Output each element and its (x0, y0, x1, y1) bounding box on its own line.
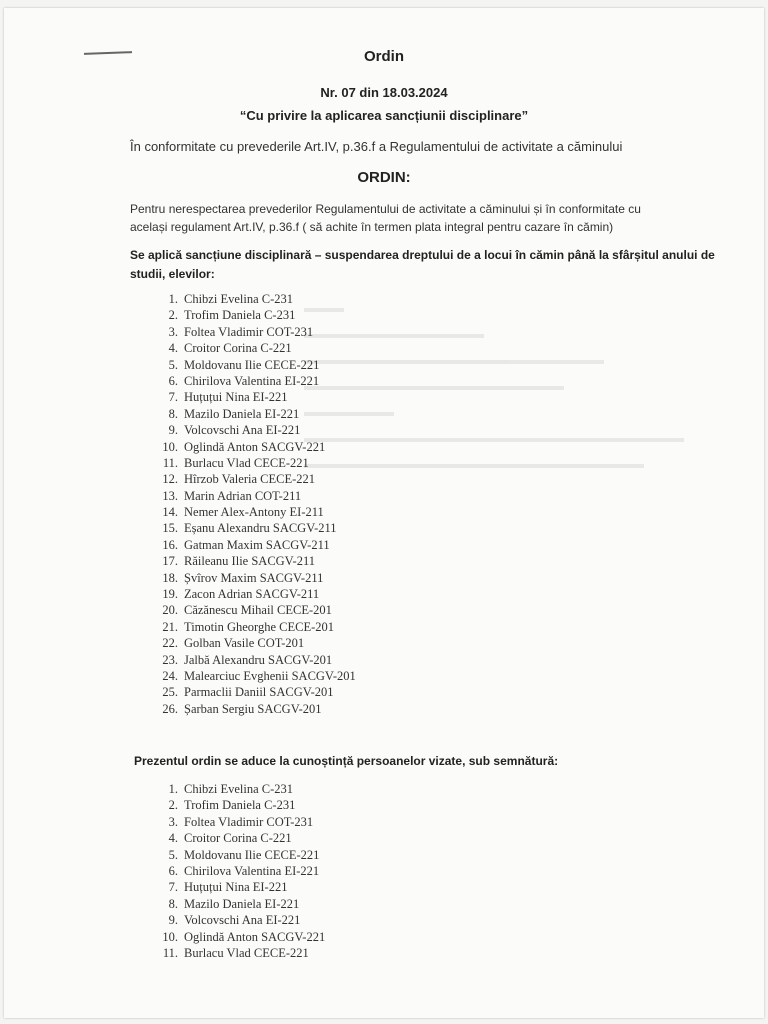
list-item (152, 896, 325, 912)
order-subject: “Cu privire la aplicarea sancțiunii disciplinare” (239, 108, 529, 123)
student-name: Huțuțui Nina EI-221 (184, 880, 288, 895)
list-item (152, 602, 356, 618)
student-name: Golban Vasile COT-201 (184, 636, 305, 651)
list-item-number: 1. (168, 292, 178, 306)
list-item-number: 12. (162, 472, 178, 487)
list-item-number: 8. (168, 406, 178, 421)
list-item-number: 17. (162, 554, 178, 569)
student-name: Volcovschi Ana EI-221 (184, 913, 301, 928)
student-name: Căzănescu Mihail CECE-201 (184, 603, 332, 618)
ordin-heading: ORDIN: (357, 169, 411, 186)
student-name: Volcovschi Ana EI-221 (184, 423, 301, 438)
list-item (152, 455, 356, 471)
list-item (152, 537, 356, 553)
list-item-number: 26. (162, 701, 178, 716)
list-item-number: 5. (168, 357, 178, 372)
list-item-number: 8. (168, 896, 178, 911)
list-item-number: 3. (168, 814, 178, 829)
list-item (152, 357, 356, 373)
student-name: Mazilo Daniela EI-221 (184, 896, 300, 911)
conformity-statement: În conformitate cu prevederile Art.IV, p.36.f a Regulamentului de activitate a căminului (130, 139, 623, 154)
list-item (152, 291, 356, 307)
notice-statement: Prezentul ordin se aduce la cunoștință persoanelor vizate, sub semnătură: (134, 754, 559, 768)
list-item (152, 488, 356, 504)
list-item-number: 13. (162, 488, 178, 503)
list-item (152, 652, 356, 668)
list-item-number: 11. (162, 945, 178, 960)
show-through-artifact (304, 308, 724, 538)
list-item (152, 307, 356, 323)
student-name: Chirilova Valentina EI-221 (184, 863, 320, 878)
student-name: Croitor Corina C-221 (184, 831, 292, 846)
sanction-statement (130, 246, 725, 284)
list-item-number: 5. (168, 847, 178, 862)
student-name: Răileanu Ilie SACGV-211 (184, 554, 316, 569)
list-item-number: 4. (168, 341, 178, 356)
list-item-number: 7. (168, 880, 178, 895)
list-item (152, 373, 356, 389)
student-name: Oglindă Anton SACGV-221 (184, 929, 326, 944)
student-name: Gatman Maxim SACGV-211 (184, 537, 330, 552)
reason-paragraph (130, 200, 720, 236)
list-item (152, 814, 325, 830)
list-item-number: 9. (168, 913, 178, 928)
list-item-number: 2. (168, 308, 178, 323)
student-name: Croitor Corina C-221 (184, 341, 292, 356)
document-page (4, 8, 764, 1018)
student-name: Mazilo Daniela EI-221 (184, 406, 300, 421)
list-item-number: 6. (168, 863, 178, 878)
signature-list (152, 781, 325, 961)
list-item (152, 863, 325, 879)
list-item (152, 912, 325, 928)
list-item-number: 7. (168, 390, 178, 405)
list-item (152, 586, 356, 602)
reason-line-2: același regulament Art.IV, p.36.f ( să achite în termen plata integral pentru cazare în cămin) (130, 220, 614, 234)
student-name: Foltea Vladimir COT-231 (184, 324, 314, 339)
list-item (152, 471, 356, 487)
list-item (152, 406, 356, 422)
sanction-line-2: studii, elevilor: (130, 267, 215, 281)
student-name: Parmaclii Daniil SACGV-201 (184, 685, 334, 700)
list-item (152, 635, 356, 651)
sanction-line-1: Se aplică sancțiune disciplinară – suspendarea dreptului de a locui în cămin până la sfârșitul anului de (130, 248, 715, 262)
list-item-number: 10. (162, 929, 178, 944)
list-item-number: 11. (162, 455, 178, 470)
student-name: Burlacu Vlad CECE-221 (184, 455, 309, 470)
reason-line-1: Pentru nerespectarea prevederilor Regulamentului de activitate a căminului și în conformitate cu (130, 202, 641, 216)
student-name: Jalbă Alexandru SACGV-201 (184, 652, 333, 667)
student-name: Eșanu Alexandru SACGV-211 (184, 521, 337, 536)
list-item-number: 6. (168, 373, 178, 388)
sanctioned-students-list (152, 291, 356, 717)
list-item-number: 23. (162, 652, 178, 667)
student-name: Chirilova Valentina EI-221 (184, 373, 320, 388)
list-item (152, 945, 325, 961)
student-name: Chibzi Evelina C-231 (184, 782, 294, 796)
student-name: Marin Adrian COT-211 (184, 488, 302, 503)
list-item-number: 2. (168, 798, 178, 813)
list-item-number: 19. (162, 587, 178, 602)
document-title: Ordin (364, 48, 404, 65)
student-name: Nemer Alex-Antony EI-211 (184, 505, 324, 520)
list-item-number: 16. (162, 537, 178, 552)
list-item-number: 24. (162, 668, 178, 683)
list-item-number: 10. (162, 439, 178, 454)
list-item-number: 3. (168, 324, 178, 339)
list-item (152, 619, 356, 635)
list-item (152, 929, 325, 945)
list-item (152, 422, 356, 438)
student-name: Zacon Adrian SACGV-211 (184, 587, 320, 602)
list-item-number: 15. (162, 521, 178, 536)
list-item (152, 504, 356, 520)
list-item-number: 9. (168, 423, 178, 438)
student-name: Moldovanu Ilie CECE-221 (184, 847, 320, 862)
list-item-number: 1. (168, 782, 178, 796)
list-item-number: 25. (162, 685, 178, 700)
list-item (152, 684, 356, 700)
list-item (152, 781, 325, 797)
student-name: Huțuțui Nina EI-221 (184, 390, 288, 405)
list-item (152, 439, 356, 455)
list-item-number: 20. (162, 603, 178, 618)
list-item (152, 797, 325, 813)
student-name: Șvîrov Maxim SACGV-211 (184, 570, 324, 585)
student-name: Burlacu Vlad CECE-221 (184, 945, 309, 960)
list-item (152, 389, 356, 405)
list-item-number: 18. (162, 570, 178, 585)
list-item (152, 570, 356, 586)
student-name: Timotin Gheorghe CECE-201 (184, 619, 335, 634)
list-item (152, 324, 356, 340)
list-item-number: 4. (168, 831, 178, 846)
list-item (152, 553, 356, 569)
student-name: Foltea Vladimir COT-231 (184, 814, 314, 829)
student-name: Malearciuc Evghenii SACGV-201 (184, 668, 356, 683)
list-item-number: 14. (162, 505, 178, 520)
list-item (152, 701, 356, 717)
list-item (152, 668, 356, 684)
list-item (152, 340, 356, 356)
student-name: Șarban Sergiu SACGV-201 (184, 701, 322, 716)
student-name: Trofim Daniela C-231 (184, 308, 296, 323)
order-number: Nr. 07 din 18.03.2024 (320, 85, 448, 100)
list-item (152, 830, 325, 846)
list-item-number: 22. (162, 636, 178, 651)
student-name: Chibzi Evelina C-231 (184, 292, 294, 306)
list-item (152, 520, 356, 536)
student-name: Trofim Daniela C-231 (184, 798, 296, 813)
student-name: Oglindă Anton SACGV-221 (184, 439, 326, 454)
list-item-number: 21. (162, 619, 178, 634)
student-name: Hîrzob Valeria CECE-221 (184, 472, 315, 487)
list-item (152, 879, 325, 895)
student-name: Moldovanu Ilie CECE-221 (184, 357, 320, 372)
list-item (152, 847, 325, 863)
